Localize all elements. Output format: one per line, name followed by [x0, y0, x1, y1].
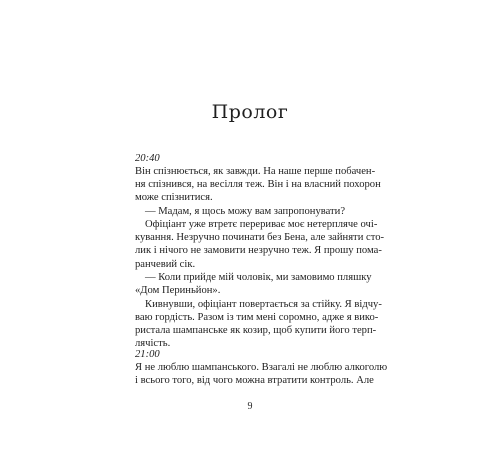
paragraph-line: ристала шампанське як козир, щоб купити його терп-: [135, 325, 377, 336]
paragraph-line: Він спізнюється, як завжди. На наше перше побачен-: [135, 166, 376, 177]
paragraph-line: може спізнитися.: [135, 192, 213, 203]
page-number: 9: [247, 401, 253, 412]
paragraph-line: «Дом Периньйон».: [135, 285, 221, 296]
chapter-title: Пролог: [211, 101, 289, 123]
paragraph-line: — Мадам, я щось можу вам запропонувати?: [145, 206, 346, 217]
section-time: 21:00: [135, 349, 160, 360]
paragraph-line: і всього того, від чого можна втратити контроль. Але: [135, 375, 374, 386]
paragraph-line: Я не люблю шампанського. Взагалі не люблю алкоголю: [135, 362, 388, 373]
paragraph-line: Офіціант уже втретє перериває моє нетерпляче очі-: [145, 219, 378, 230]
paragraph-line: ранчевий сік.: [135, 259, 196, 270]
paragraph-line: кування. Незручно починати без Бена, але зайняти сто-: [135, 232, 385, 243]
paragraph-line: ваю гордість. Разом із тим мені соромно, адже я вико-: [135, 312, 379, 323]
section-time: 20:40: [135, 153, 160, 164]
paragraph-line: лик і нічого не замовити незручно теж. Я прошу пома-: [135, 245, 382, 256]
paragraph-line: ня спізнився, на весілля теж. Він і на власний похорон: [135, 179, 381, 190]
paragraph-line: Кивнувши, офіціант повертається за стійку. Я відчу-: [145, 299, 382, 310]
paragraph-line: — Коли прийде мій чоловік, ми замовимо пляшку: [145, 272, 372, 283]
paragraph-line: лячість.: [135, 338, 171, 349]
